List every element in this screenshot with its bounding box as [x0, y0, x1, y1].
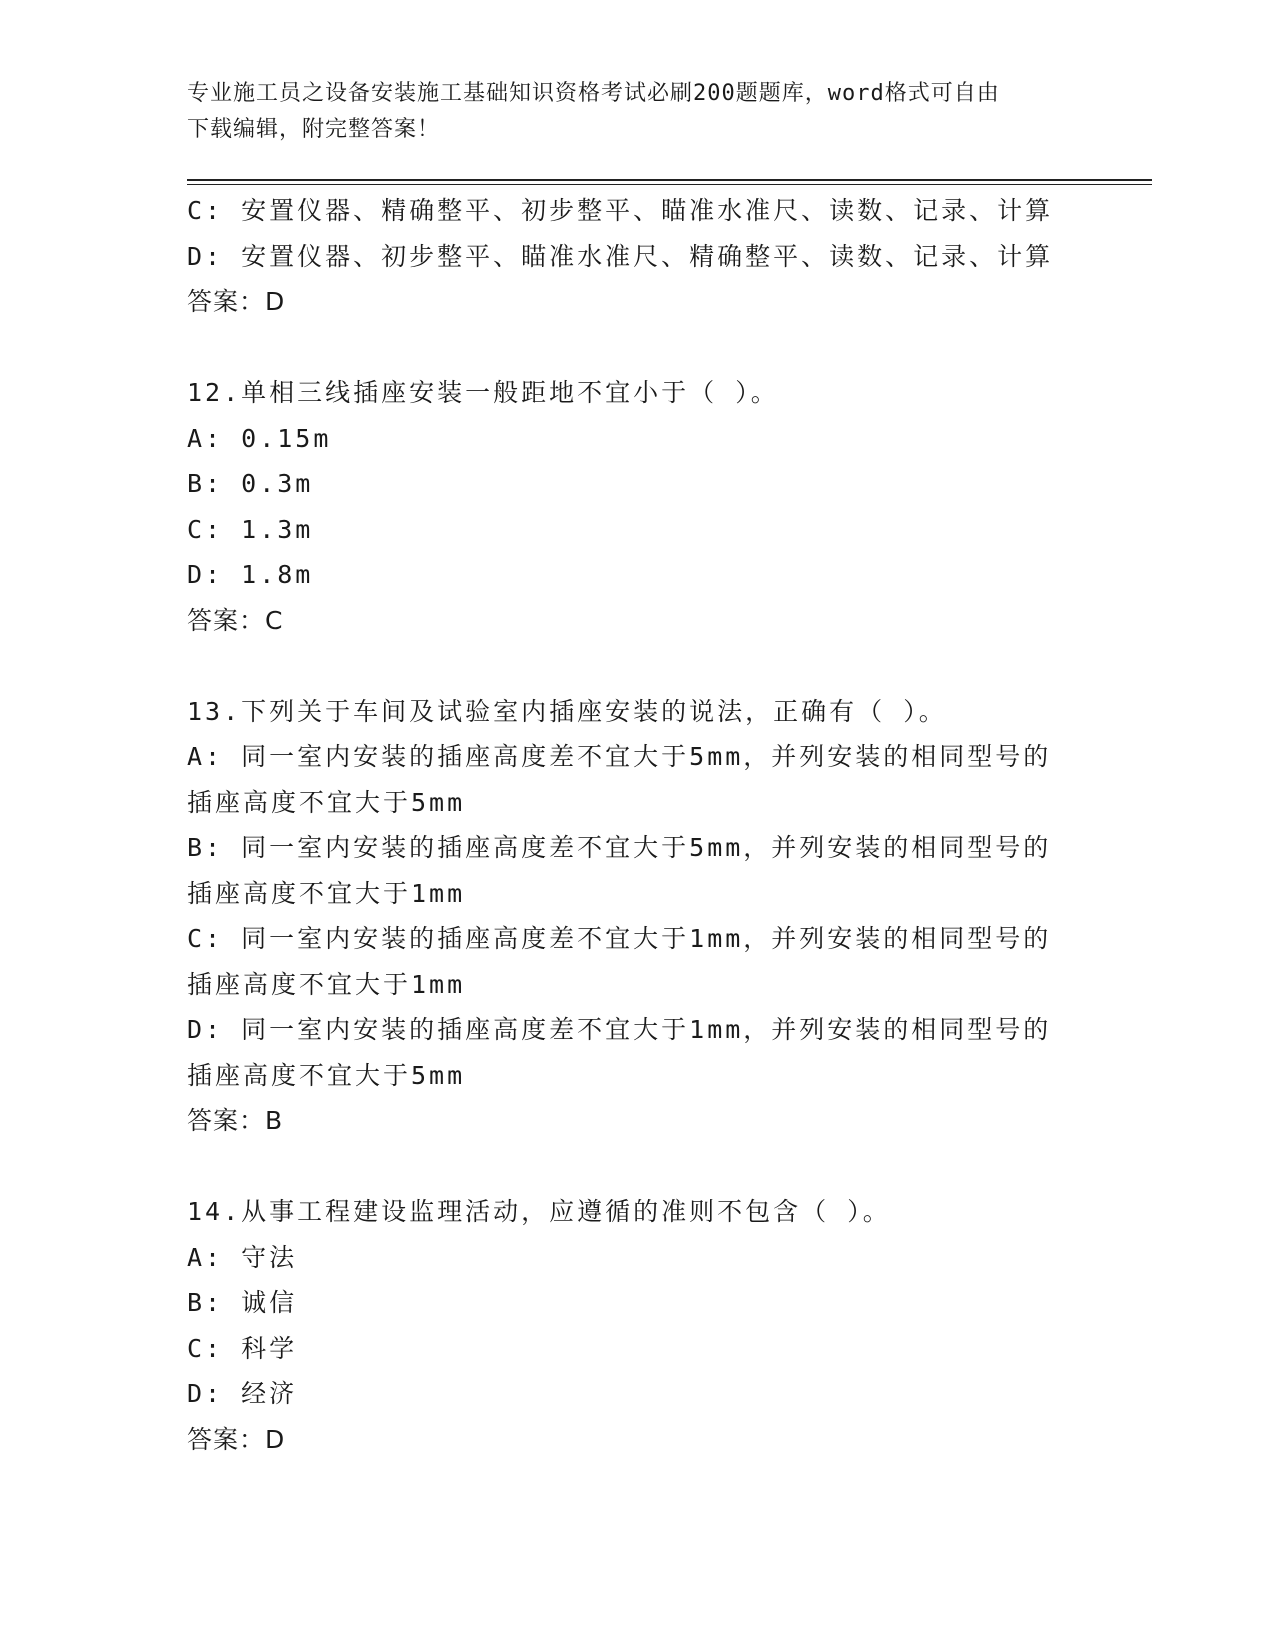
option-b: B: 同一室内安装的插座高度差不宜大于5mm，并列安装的相同型号的 [187, 833, 1052, 862]
question-block-13 [187, 689, 1087, 1144]
question-text: 14.从事工程建设监理活动，应遵循的准则不包含（ ）。 [187, 1197, 891, 1226]
question-spacer [187, 325, 1087, 371]
option-a-continued: 插座高度不宜大于5mm [187, 787, 466, 817]
option-b-continued: 插座高度不宜大于1mm [187, 878, 466, 908]
header-divider-thick [187, 179, 1152, 181]
answer-line: 答案：C [187, 605, 284, 635]
option-d: D: 安置仪器、初步整平、瞄准水准尺、精确整平、读数、记录、计算 [187, 241, 1054, 271]
option-b: B: 0.3m [187, 469, 314, 498]
option-c: C: 1.3m [187, 514, 314, 544]
option-d-continued: 插座高度不宜大于5mm [187, 1060, 466, 1090]
question-spacer [187, 643, 1087, 689]
option-c-continued: 插座高度不宜大于1mm [187, 969, 466, 999]
option-c: C: 安置仪器、精确整平、初步整平、瞄准水准尺、读数、记录、计算 [187, 196, 1054, 225]
option-a: A: 守法 [187, 1242, 298, 1272]
question-list [187, 188, 1087, 1462]
option-c: C: 同一室内安装的插座高度差不宜大于1mm，并列安装的相同型号的 [187, 924, 1052, 953]
option-b: B: 诚信 [187, 1288, 298, 1317]
option-d: D: 1.8m [187, 560, 314, 589]
question-block-12 [187, 370, 1087, 643]
answer-line: 答案：D [187, 287, 286, 316]
option-d: D: 同一室内安装的插座高度差不宜大于1mm，并列安装的相同型号的 [187, 1015, 1052, 1044]
document-header [187, 76, 1087, 148]
question-spacer [187, 1144, 1087, 1190]
header-line-2: 下载编辑，附完整答案！ [187, 117, 441, 142]
answer-line: 答案：D [187, 1424, 286, 1454]
option-a: A: 同一室内安装的插座高度差不宜大于5mm，并列安装的相同型号的 [187, 742, 1052, 771]
question-text: 12.单相三线插座安装一般距地不宜小于（ ）。 [187, 378, 779, 407]
question-block-11 [187, 188, 1087, 325]
option-d: D: 经济 [187, 1379, 298, 1408]
option-c: C: 科学 [187, 1333, 298, 1363]
option-a: A: 0.15m [187, 423, 332, 453]
question-block-14 [187, 1189, 1087, 1462]
header-line-1: 专业施工员之设备安装施工基础知识资格考试必刷200题题库，word格式可自由 [187, 81, 1000, 106]
question-text: 13.下列关于车间及试验室内插座安装的说法，正确有（ ）。 [187, 696, 947, 726]
answer-line: 答案：B [187, 1106, 284, 1135]
header-divider-thin [187, 184, 1152, 185]
